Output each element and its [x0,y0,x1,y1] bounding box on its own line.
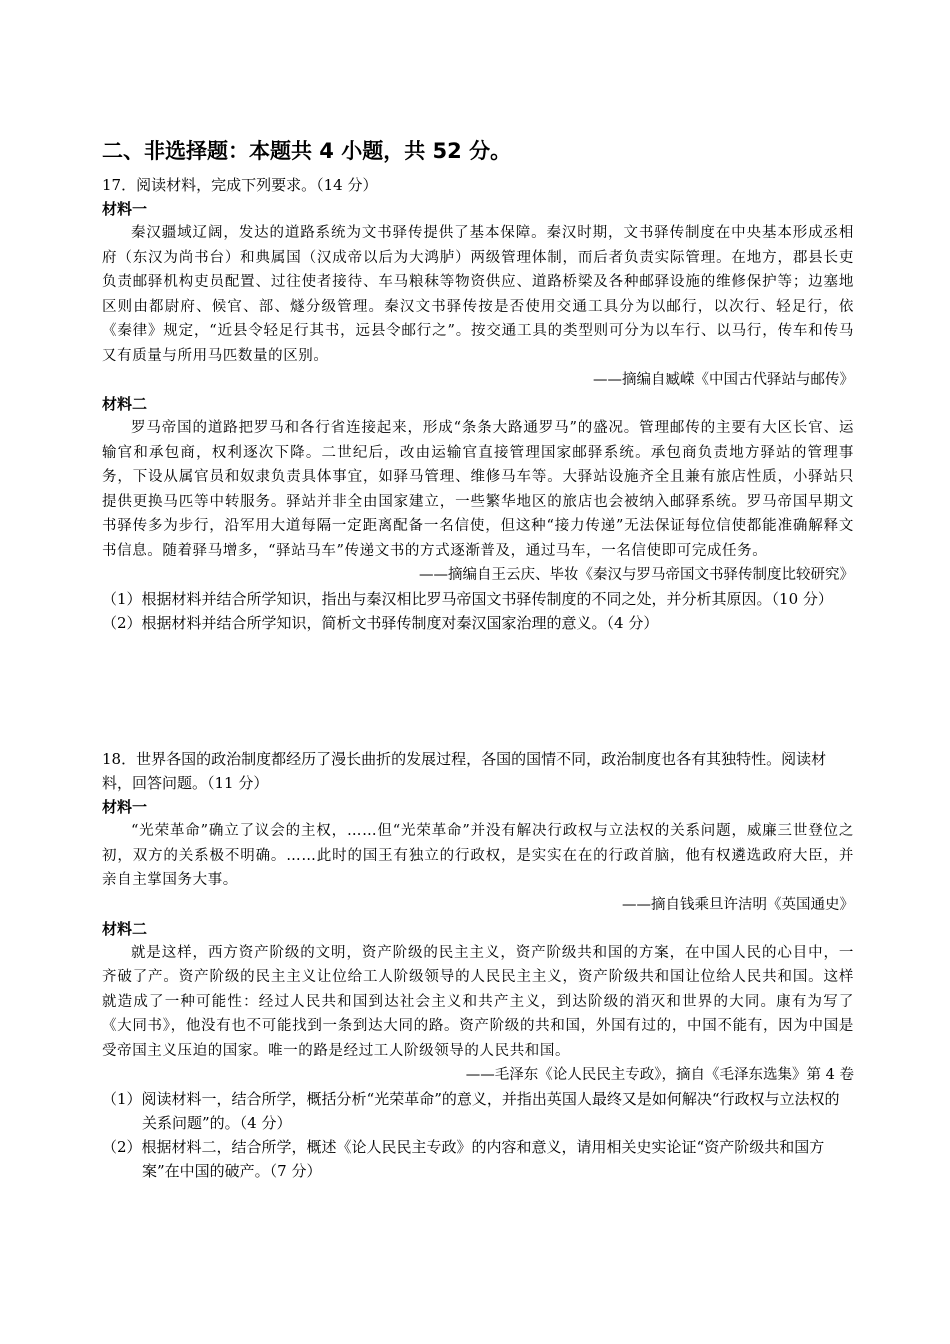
question-18-material-2-text: 就是这样，西方资产阶级的文明，资产阶级的民主主义，资产阶级共和国的方案，在中国人民的心目中，一齐破了产。资产阶级的民主主义让位给工人阶级领导的人民民主主义，资产阶级共和国让位给人民共和国。这样就造成了一种可能性：经过人民共和国到达社会主义和共产主义，到达阶级的消灭和世界的大同。康有为写了《大同书》，他没有也不可能找到一条到达大同的路。资产阶级的共和国，外国有过的，中国不能有，因为中国是受帝国主义压迫的国家。唯一的路是经过工人阶级领导的人民共和国。 [102,944,854,1059]
question-18-material-1-source: ——摘自钱乘旦许洁明《英国通史》 [622,896,854,913]
question-17-material-1-source: ——摘编自臧嵘《中国古代驿站与邮传》 [593,372,854,388]
question-18-material-1-label: 材料一 [102,798,148,816]
question-17-material-1-label: 材料一 [102,200,148,218]
question-17-material-2-text: 罗马帝国的道路把罗马和各行省连接起来，形成“条条大路通罗马”的盛况。管理邮传的主要有大区长官、运输官和承包商，权利逐次下降。二世纪后，改由运输官直接管理国家邮驿系统。承包商负责地方驿站的管理事务，下设从属官员和奴隶负责具体事宜，如驿马管理、维修马车等。大驿站设施齐全且兼有旅店性质，小驿站只提供更换马匹等中转服务。驿站并非全由国家建立，一些繁华地区的旅店也会被纳入邮驿系统。罗马帝国早期文书驿传多为步行，沿军用大道每隔一定距离配备一名信使，但这种“接力传递”无法保证每位信使都能准确解释文书信息。随着驿马增多，“驿站马车”传递文书的方式逐渐普及，通过马车，一名信使即可完成任务。 [102,420,854,559]
question-17-stem: 17．阅读材料，完成下列要求。（14 分） [102,176,378,194]
question-17-sub-1: （1）根据材料并结合所学知识，指出与秦汉相比罗马帝国文书驿传制度的不同之处，并分析其原因。（10 分） [102,590,833,608]
question-18-stem: 18．世界各国的政治制度都经历了漫长曲折的发展过程，各国的国情不同，政治制度也各有其独特性。阅读材料，回答问题。（11 分） [102,750,827,792]
section-title: 二、非选择题：本题共 4 小题，共 52 分。 [102,139,512,163]
question-17-material-2-label: 材料二 [102,395,148,413]
question-18-sub-2: （2）根据材料二，结合所学，概述《论人民民主专政》的内容和意义，请用相关史实论证“资产阶级共和国方案”在中国的破产。（7 分） [102,1138,825,1180]
question-17 [102,173,854,635]
question-17-material-1-text: 秦汉疆域辽阔，发达的道路系统为文书驿传提供了基本保障。秦汉时期，文书驿传制度在中央基本形成丞相府（东汉为尚书台）和典属国（汉成帝以后为大鸿胪）两级管理体制，而后者负责实际管理。在地方，郡县长吏负责邮驿机构吏员配置、过往使者接待、车马粮秣等物资供应、道路桥梁及各种邮驿设施的维修保护等；边塞地区则由都尉府、候官、部、燧分级管理。秦汉文书驿传按是否使用交通工具分为以邮行，以次行、轻足行，依《秦律》规定，“近县令轻足行其书，远县令邮行之”。按交通工具的类型则可分为以车行、以马行，传车和传马又有质量与所用马匹数量的区别。 [102,225,854,364]
question-18 [102,747,854,1183]
question-18-material-2-source: ——毛泽东《论人民民主专政》，摘自《毛泽东选集》第 4 卷 [465,1067,854,1083]
question-17-sub-2: （2）根据材料并结合所学知识，简析文书驿传制度对秦汉国家治理的意义。（4 分） [102,614,659,632]
question-18-material-2-label: 材料二 [102,919,148,938]
question-18-material-1-text: “光荣革命”确立了议会的主权，……但“光荣革命”并没有解决行政权与立法权的关系问题，威廉三世登位之初，双方的关系极不明确。……此时的国王有独立的行政权，是实实在在的行政首脑，他有权遴选政府大臣，并亲自主掌国务大事。 [102,823,854,888]
question-17-material-2-source: ——摘编自王云庆、毕妆《秦汉与罗马帝国文书驿传制度比较研究》 [419,567,854,583]
question-18-sub-1: （1）阅读材料一，结合所学，概括分析“光荣革命”的意义，并指出英国人最终又是如何解决“行政权与立法权的关系问题”的。（4 分） [102,1090,840,1132]
